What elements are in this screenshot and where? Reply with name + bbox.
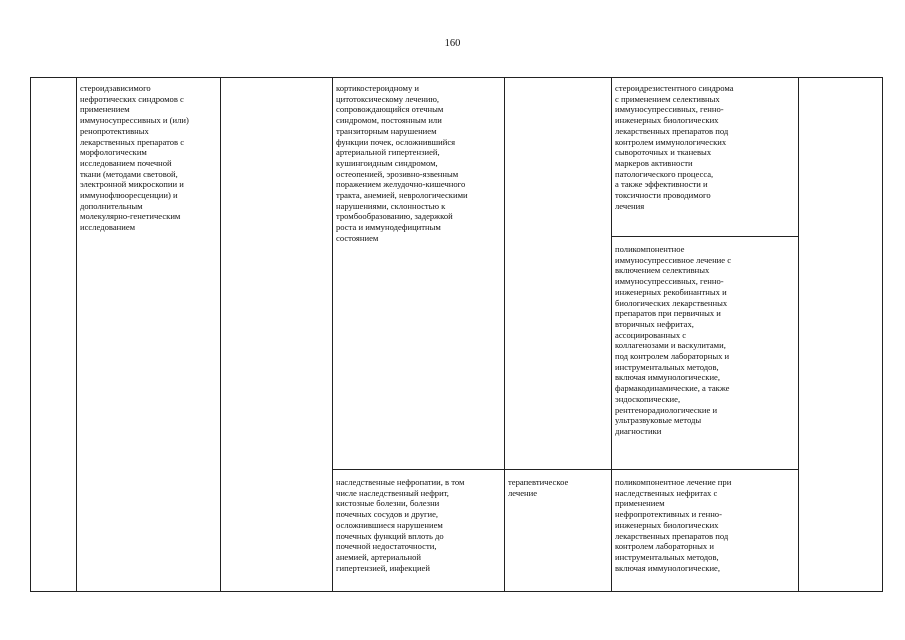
table-cell-treatment-type: терапевтическое лечение (508, 477, 569, 498)
column-divider (504, 78, 505, 591)
table-cell-treatment-method: поликомпонентное иммуносупрессивное лечение с включением селективных иммуносупрессивных, генно- инженерных рекобинантных и биологических лекарственных препаратов при первичных и вторичных нефритах, ассоциированных с коллагенозами и васкулитами, под контролем лабораторных и инструментальных методов, включая иммунологические, фармакодинамические, а также эндоскопические, рентгенорадиологические и ультразвуковые методы диагностики (615, 244, 732, 436)
column-divider (332, 78, 333, 591)
table-cell-treatment-method: стероидрезистентного синдрома с применением селективных иммуносупрессивных, генно- инженерных биологических лекарственных препаратов под контролем иммунологических сывороточных и тканевых маркеров активности патологического процесса, а также эффективности и токсичности проводимого лечения (615, 83, 734, 211)
table-cell-treatment-method: поликомпонентное лечение при наследственных нефритах с применением нефропротективных и генно- инженерных биологических лекарственных препаратов под контролем лабораторных и инструментальных методов, включая иммунологические, (615, 477, 732, 573)
table-cell-patient-model: наследственные нефропатии, в том числе наследственный нефрит, кистозные болезни, болезни почечных сосудов и другие, осложнившиеся нарушением почечных функций вплоть до почечной недостаточности, анемией, артериальной гипертензией, инфекцией (336, 477, 465, 573)
table-cell-patient-model: кортикостероидному и цитотоксическому лечению, сопровождающийся отечным синдромом, постоянным или транзиторным нарушением функции почек, осложнившийся артериальной гипертензией, кушингоидным синдромом, остеопенией, эрозивно-язвенным поражением желудочно-кишечного тракта, анемией, неврологическими нарушениями, склонностью к тромбообразованию, задержкой роста и иммунодефицитным состоянием (336, 83, 468, 243)
row-divider (332, 469, 798, 470)
table-cell-treatment-method: стероидзависимого нефротических синдромов с применением иммуносупрессивных и (или) ренопротективных лекарственных препаратов с морфологическим исследованием почечной ткани (методами световой, электронной микроскопии и иммунофлюоресценции) и дополнительным молекулярно-генетическим исследованием (80, 83, 189, 233)
row-divider (611, 236, 798, 237)
column-divider (611, 78, 612, 591)
column-divider (220, 78, 221, 591)
column-divider (798, 78, 799, 591)
medical-care-table (30, 77, 883, 592)
page-number: 160 (444, 38, 461, 49)
column-divider (76, 78, 77, 591)
